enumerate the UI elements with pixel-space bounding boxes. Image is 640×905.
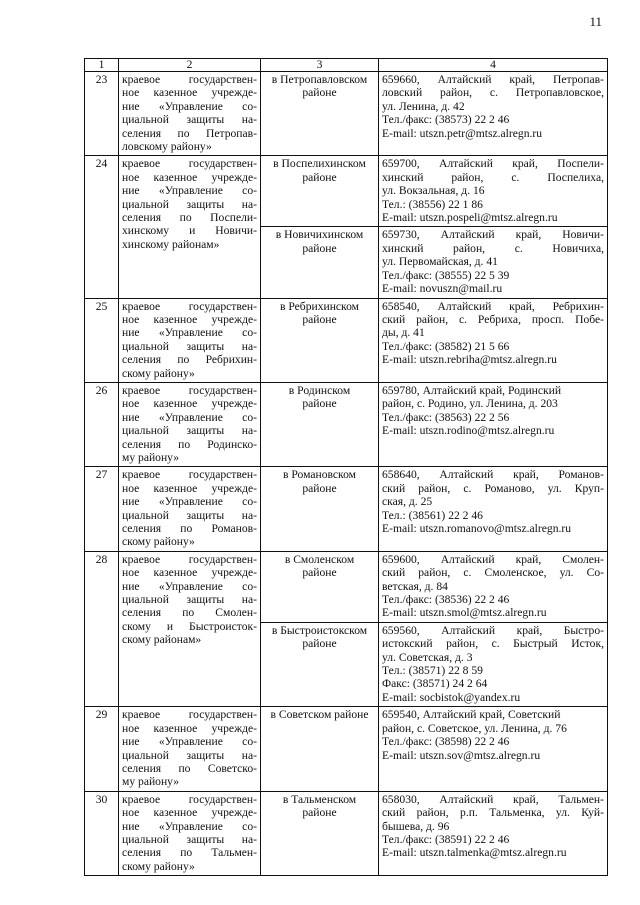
agency-name-line: селения по Тальмен- bbox=[122, 846, 257, 860]
agency-name-line: циальной защиты на- bbox=[122, 508, 257, 522]
page-number: 11 bbox=[589, 14, 602, 29]
agency-name-line: циальной защиты на- bbox=[122, 339, 257, 353]
district-line: районе bbox=[302, 170, 337, 184]
district-line: в Поспелихинском bbox=[273, 157, 366, 171]
address-line: ул. Вокзальная, д. 16 bbox=[382, 184, 485, 198]
agency-name-line: ное казенное учрежде- bbox=[122, 806, 257, 820]
address-line: Тел.: (38561) 22 2 46 bbox=[382, 508, 483, 522]
agency-name-line: селения по Романов- bbox=[122, 522, 257, 535]
agency-name-line: ние «Управление со- bbox=[122, 410, 257, 424]
email-address: E-mail: utszn.romanovo@mtsz.alregn.ru bbox=[382, 522, 572, 535]
address-cell bbox=[379, 707, 608, 791]
email-address: E-mail: novuszn@mail.ru bbox=[382, 282, 503, 296]
district-cell bbox=[261, 551, 379, 622]
address-line: ды, д. 41 bbox=[382, 326, 425, 340]
address-cell bbox=[379, 227, 608, 298]
address-cell bbox=[379, 791, 608, 875]
row-number-cell: 27 bbox=[85, 467, 119, 551]
district-line: районе bbox=[302, 241, 337, 255]
district-line: районе bbox=[302, 397, 337, 411]
address-line: истокский район, с. Быстрый Исток, bbox=[382, 637, 604, 651]
table-row bbox=[85, 156, 608, 227]
address-line: Тел./факс: (38598) 22 2 46 bbox=[382, 735, 510, 749]
agency-name-line: краевое государствен- bbox=[122, 708, 257, 722]
row-number-cell: 29 bbox=[85, 707, 119, 791]
district-cell bbox=[261, 72, 379, 156]
address-line: 658540, Алтайский край, Ребрихин- bbox=[382, 299, 604, 313]
address-line: 659700, Алтайский край, Поспели- bbox=[382, 157, 604, 171]
address-line: Тел./факс: (38563) 22 2 56 bbox=[382, 410, 510, 424]
agency-name-line: ние «Управление со- bbox=[122, 99, 257, 113]
table-row bbox=[85, 791, 608, 875]
district-line: в Советском районе bbox=[270, 708, 369, 722]
address-cell bbox=[379, 156, 608, 227]
address-cell bbox=[379, 72, 608, 156]
address-line: 658640, Алтайский край, Романов- bbox=[382, 468, 604, 482]
district-cell bbox=[261, 622, 379, 706]
district-line: районе bbox=[302, 86, 337, 100]
address-line: Тел./факс: (38573) 22 2 46 bbox=[382, 113, 510, 127]
district-line: районе bbox=[302, 312, 337, 326]
address-cell bbox=[379, 298, 608, 382]
row-number-cell: 30 bbox=[85, 791, 119, 875]
address-line: 659560, Алтайский край, Быстро- bbox=[382, 623, 604, 637]
address-line: ул. Ленина, д. 42 bbox=[382, 99, 465, 113]
address-line: Тел./факс: (38555) 22 5 39 bbox=[382, 268, 510, 282]
address-line: Тел./факс: (38591) 22 2 46 bbox=[382, 832, 510, 846]
district-cell bbox=[261, 227, 379, 298]
agency-name-line: скому району» bbox=[122, 859, 195, 873]
address-line: хинский район, с. Новичиха, bbox=[382, 241, 604, 255]
agency-name-line: циальной защиты на- bbox=[122, 113, 257, 127]
agency-name-line: ное казенное учрежде- bbox=[122, 721, 257, 735]
agency-name-line: циальной защиты на- bbox=[122, 197, 257, 211]
agency-name-cell bbox=[119, 156, 261, 298]
district-cell bbox=[261, 298, 379, 382]
address-line: ский район, с. Романово, ул. Круп- bbox=[382, 481, 604, 495]
district-line: в Новичихинском bbox=[275, 228, 364, 242]
address-line: ский район, с. Смоленское, ул. Со- bbox=[382, 566, 604, 580]
agency-name-cell bbox=[119, 298, 261, 382]
row-number-cell: 26 bbox=[85, 382, 119, 466]
agency-name-line: му району» bbox=[122, 775, 180, 789]
agency-name-line: ние «Управление со- bbox=[122, 184, 257, 198]
agency-name-line: скому районам» bbox=[122, 633, 202, 647]
district-cell bbox=[261, 791, 379, 875]
table-body bbox=[85, 72, 608, 876]
table-row bbox=[85, 72, 608, 156]
agency-name-line: краевое государствен- bbox=[122, 792, 257, 806]
email-address: E-mail: utszn.pospeli@mtsz.alregn.ru bbox=[382, 211, 558, 225]
district-cell bbox=[261, 382, 379, 466]
agency-name-cell bbox=[119, 467, 261, 551]
address-line: ский район, с. Ребриха, просп. Побе- bbox=[382, 312, 604, 326]
row-number-cell: 28 bbox=[85, 551, 119, 706]
address-cell bbox=[379, 622, 608, 706]
header-row bbox=[85, 59, 608, 72]
table-row bbox=[85, 467, 608, 551]
address-line: район, с. Советское, ул. Ленина, д. 76 bbox=[382, 721, 567, 735]
agency-name-line: ние «Управление со- bbox=[122, 819, 257, 833]
agency-name-line: селения по Поспели- bbox=[122, 211, 257, 225]
address-cell bbox=[379, 467, 608, 551]
table-row bbox=[85, 382, 608, 466]
address-line: ветская, д. 84 bbox=[382, 579, 448, 593]
address-line: Факс: (38571) 24 2 64 bbox=[382, 677, 488, 691]
agency-name-line: циальной защиты на- bbox=[122, 832, 257, 846]
agency-name-line: краевое государствен- bbox=[122, 468, 257, 482]
table-header bbox=[85, 59, 608, 72]
agency-name-line: ное казенное учрежде- bbox=[122, 481, 257, 495]
address-line: ул. Первомайская, д. 41 bbox=[382, 255, 498, 269]
row-number-cell: 25 bbox=[85, 298, 119, 382]
district-line: в Тальменском bbox=[282, 792, 357, 806]
column-header-3: 3 bbox=[261, 59, 379, 72]
district-line: районе bbox=[302, 566, 337, 580]
district-line: районе bbox=[302, 637, 337, 651]
address-line: 659780, Алтайский край, Родинский bbox=[382, 383, 562, 397]
district-line: в Ребрихинском bbox=[279, 299, 360, 313]
agency-name-line: ное казенное учрежде- bbox=[122, 397, 257, 411]
address-line: Тел./факс: (38582) 21 5 66 bbox=[382, 339, 510, 353]
agency-name-line: хинскому и Новичи- bbox=[122, 224, 257, 238]
district-line: в Смоленском bbox=[284, 552, 355, 566]
agency-name-line: хинскому районам» bbox=[122, 237, 220, 251]
district-line: в Родинском bbox=[288, 383, 351, 397]
address-line: 659600, Алтайский край, Смолен- bbox=[382, 552, 604, 566]
agency-name-line: скому району» bbox=[122, 366, 195, 380]
agency-name-cell bbox=[119, 707, 261, 791]
address-line: район, с. Родино, ул. Ленина, д. 203 bbox=[382, 397, 558, 411]
row-number-cell: 23 bbox=[85, 72, 119, 156]
district-line: в Романовском bbox=[282, 468, 357, 482]
column-header-2: 2 bbox=[119, 59, 261, 72]
district-cell bbox=[261, 156, 379, 227]
agency-name-line: му району» bbox=[122, 450, 180, 464]
table-row bbox=[85, 298, 608, 382]
agency-name-line: скому и Быстроисток- bbox=[122, 619, 257, 633]
agency-name-line: скому району» bbox=[122, 535, 195, 549]
agency-name-line: циальной защиты на- bbox=[122, 748, 257, 762]
district-line: в Петропавловском bbox=[271, 73, 368, 86]
agency-name-line: селения по Ребрихин- bbox=[122, 353, 257, 367]
address-line: ская, д. 25 bbox=[382, 495, 433, 509]
agency-name-line: краевое государствен- bbox=[122, 73, 257, 86]
email-address: E-mail: utszn.talmenka@mtsz.alregn.ru bbox=[382, 846, 567, 860]
address-line: 658030, Алтайский край, Тальмен- bbox=[382, 792, 604, 806]
agency-name-cell bbox=[119, 382, 261, 466]
agency-name-cell bbox=[119, 551, 261, 706]
agency-name-line: ное казенное учрежде- bbox=[122, 566, 257, 580]
agency-name-line: ние «Управление со- bbox=[122, 579, 257, 593]
district-cell bbox=[261, 467, 379, 551]
address-line: хинский район, с. Поспелиха, bbox=[382, 170, 604, 184]
table-row bbox=[85, 551, 608, 622]
agency-name-line: ное казенное учрежде- bbox=[122, 312, 257, 326]
agency-name-line: селения по Советско- bbox=[122, 761, 257, 775]
agency-name-cell bbox=[119, 791, 261, 875]
email-address: E-mail: utszn.rebriha@mtsz.alregn.ru bbox=[382, 353, 557, 367]
agency-table bbox=[84, 58, 608, 876]
agency-name-line: краевое государствен- bbox=[122, 299, 257, 313]
district-line: районе bbox=[302, 481, 337, 495]
agency-name-cell bbox=[119, 72, 261, 156]
agency-name-line: селения по Смолен- bbox=[122, 606, 257, 620]
agency-name-line: селения по Петропав- bbox=[122, 126, 257, 140]
email-address: E-mail: socbistok@yandex.ru bbox=[382, 690, 521, 704]
agency-name-line: ние «Управление со- bbox=[122, 735, 257, 749]
agency-name-line: краевое государствен- bbox=[122, 383, 257, 397]
agency-name-line: краевое государствен- bbox=[122, 552, 257, 566]
address-line: Тел.: (38556) 22 1 86 bbox=[382, 197, 483, 211]
agency-name-line: ное казенное учрежде- bbox=[122, 86, 257, 100]
address-line: Тел.: (38571) 22 8 59 bbox=[382, 664, 483, 678]
agency-name-line: селения по Родинско- bbox=[122, 437, 257, 451]
email-address: E-mail: utszn.smol@mtsz.alregn.ru bbox=[382, 606, 547, 620]
agency-name-line: ние «Управление со- bbox=[122, 326, 257, 340]
agency-name-line: ние «Управление со- bbox=[122, 495, 257, 509]
address-line: 659730, Алтайский край, Новичи- bbox=[382, 228, 604, 242]
district-line: в Быстроистокском bbox=[271, 623, 368, 637]
column-header-4: 4 bbox=[379, 59, 608, 72]
email-address: E-mail: utszn.sov@mtsz.alregn.ru bbox=[382, 748, 541, 762]
address-line: ловский район, с. Петропавловское, bbox=[382, 86, 604, 100]
email-address: E-mail: utszn.rodino@mtsz.alregn.ru bbox=[382, 424, 555, 438]
address-line: ский район, р.п. Тальменка, ул. Куй- bbox=[382, 806, 604, 820]
column-header-1: 1 bbox=[85, 59, 119, 72]
address-line: 659660, Алтайский край, Петропав- bbox=[382, 73, 604, 86]
agency-name-line: краевое государствен- bbox=[122, 157, 257, 171]
address-cell bbox=[379, 551, 608, 622]
district-line: районе bbox=[302, 806, 337, 820]
row-number-cell: 24 bbox=[85, 156, 119, 298]
district-cell bbox=[261, 707, 379, 791]
email-address: E-mail: utszn.petr@mtsz.alregn.ru bbox=[382, 126, 543, 140]
agency-name-line: ловскому району» bbox=[122, 140, 212, 154]
address-line: Тел./факс: (38536) 22 2 46 bbox=[382, 593, 510, 607]
address-line: ул. Советская, д. 3 bbox=[382, 650, 473, 664]
address-cell bbox=[379, 382, 608, 466]
table-row bbox=[85, 707, 608, 791]
address-line: бышева, д. 96 bbox=[382, 819, 450, 833]
address-line: 659540, Алтайский край, Советский bbox=[382, 708, 561, 722]
agency-name-line: циальной защиты на- bbox=[122, 593, 257, 607]
agency-name-line: ное казенное учрежде- bbox=[122, 170, 257, 184]
agency-name-line: циальной защиты на- bbox=[122, 424, 257, 438]
